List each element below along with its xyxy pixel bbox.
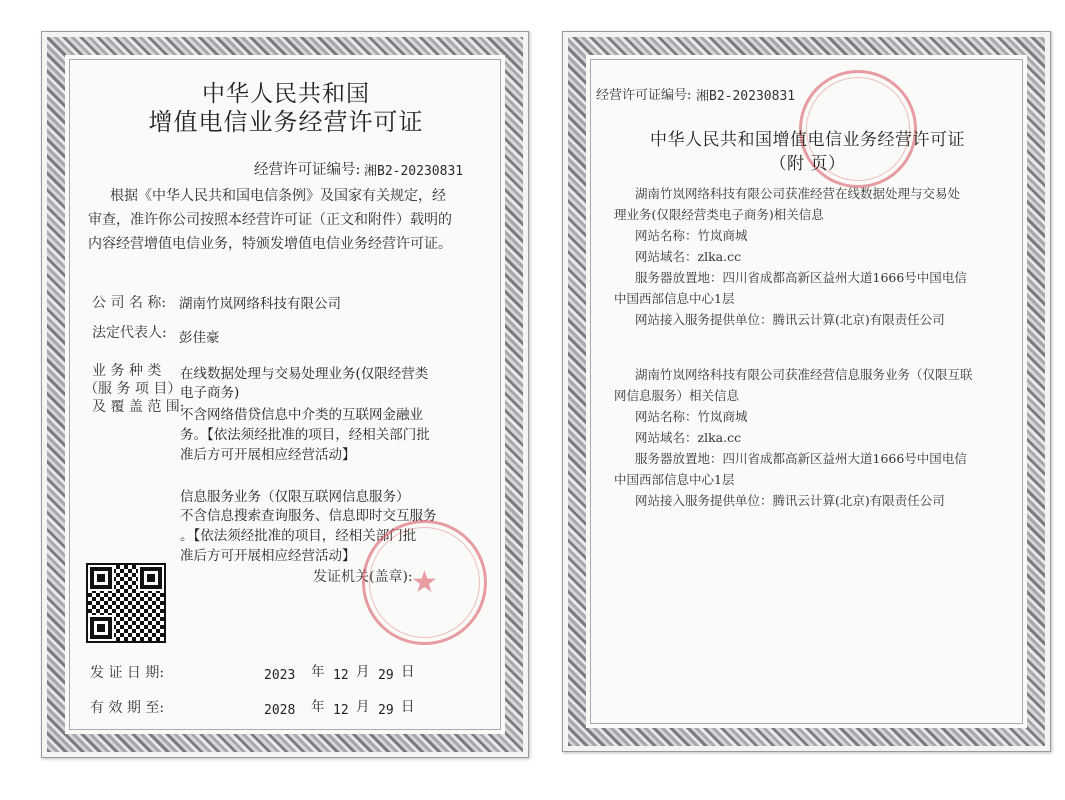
license-number: 湘B2-20230831 — [364, 164, 464, 179]
license-number: 湘B2-20230831 — [696, 89, 796, 104]
block2-site-name: 网站名称：竹岚商城 — [635, 409, 748, 424]
valid-month: 12 — [333, 703, 349, 718]
license-certificate-main — [41, 31, 529, 758]
valid-year-char: 年 — [311, 699, 325, 715]
valid-year: 2028 — [264, 703, 296, 718]
intro-line-1: 根据《中华人民共和国电信条例》及国家有关规定，经 — [110, 188, 446, 204]
issuing-authority-label: 发证机关(盖章): — [313, 569, 413, 585]
legal-rep-label: 法定代表人: — [92, 325, 167, 341]
license-number-label: 经营许可证编号: — [254, 162, 361, 178]
scope-line-4: 务。【依法须经批准的项目，经相关部门批 — [180, 427, 430, 443]
scope-line-9: 。【依法须经批准的项目，经相关部门批 — [180, 528, 417, 544]
scope-line-8: 不含信息搜索查询服务、信息即时交互服务 — [180, 508, 437, 524]
legal-rep-value: 彭佳豪 — [179, 330, 220, 346]
scope-label-3: 及 覆 盖 范 围: — [92, 399, 185, 415]
issue-month: 12 — [333, 668, 349, 683]
intro-line-3: 内容经营增值电信业务，特颁发增值电信业务经营许可证。 — [88, 236, 452, 252]
valid-until-label: 有 效 期 至: — [90, 700, 165, 716]
issue-year: 2023 — [264, 668, 296, 683]
block1-line-2: 理业务(仅限经营类电子商务)相关信息 — [614, 207, 824, 222]
block2-line-1: 湖南竹岚网络科技有限公司获准经营信息服务业务（仅限互联 — [635, 367, 973, 382]
star-icon: ★ — [411, 564, 438, 600]
company-name-label: 公 司 名 称: — [92, 295, 167, 311]
scope-label-2: （服 务 项 目） — [84, 381, 182, 397]
block2-line-2: 网信息服务）相关信息 — [614, 388, 740, 403]
issue-day-char: 日 — [401, 664, 415, 680]
official-seal — [362, 520, 487, 645]
certificate-title-line1: 中华人民共和国 — [202, 81, 370, 107]
scope-label-1: 业 务 种 类 — [92, 363, 162, 379]
issue-year-char: 年 — [311, 664, 325, 680]
license-certificate-appendix — [562, 31, 1051, 752]
valid-day: 29 — [378, 703, 394, 718]
issue-month-char: 月 — [356, 664, 370, 680]
block1-server-location: 服务器放置地：四川省成都高新区益州大道1666号中国电信 — [635, 270, 967, 285]
issue-day: 29 — [378, 668, 394, 683]
block2-site-domain: 网站域名：zlka.cc — [635, 430, 742, 445]
appendix-title: 中华人民共和国增值电信业务经营许可证 — [650, 130, 965, 150]
scope-line-7: 信息服务业务（仅限互联网信息服务） — [180, 489, 410, 505]
scope-line-10: 准后方可开展相应经营活动】 — [180, 548, 356, 564]
block2-server-location-cont: 中国西部信息中心1层 — [614, 472, 735, 487]
scope-line-5: 准后方可开展相应经营活动】 — [180, 447, 356, 463]
company-name-value: 湖南竹岚网络科技有限公司 — [179, 296, 341, 312]
certificate-title-line2: 增值电信业务经营许可证 — [148, 108, 424, 136]
block1-site-domain: 网站域名：zlka.cc — [635, 249, 742, 264]
block1-line-1: 湖南竹岚网络科技有限公司获准经营在线数据处理与交易处 — [635, 186, 961, 201]
block1-site-name: 网站名称：竹岚商城 — [635, 228, 748, 243]
issue-date-label: 发 证 日 期: — [90, 665, 165, 681]
qr-code-icon — [86, 563, 166, 643]
intro-line-2: 审查，准许你公司按照本经营许可证（正文和附件）载明的 — [88, 212, 452, 228]
block2-server-location: 服务器放置地：四川省成都高新区益州大道1666号中国电信 — [635, 451, 967, 466]
license-number-label: 经营许可证编号: — [596, 88, 692, 103]
scope-line-1: 在线数据处理与交易处理业务(仅限经营类 — [180, 366, 429, 382]
block2-access-provider: 网站接入服务提供单位：腾讯云计算(北京)有限责任公司 — [635, 493, 945, 508]
block1-access-provider: 网站接入服务提供单位：腾讯云计算(北京)有限责任公司 — [635, 312, 945, 327]
scope-line-3: 不含网络借贷信息中介类的互联网金融业 — [180, 407, 423, 423]
valid-month-char: 月 — [356, 699, 370, 715]
valid-day-char: 日 — [401, 699, 415, 715]
appendix-subtitle: （附 页） — [769, 154, 846, 174]
block1-server-location-cont: 中国西部信息中心1层 — [614, 291, 735, 306]
scope-line-2: 电子商务) — [180, 385, 240, 401]
